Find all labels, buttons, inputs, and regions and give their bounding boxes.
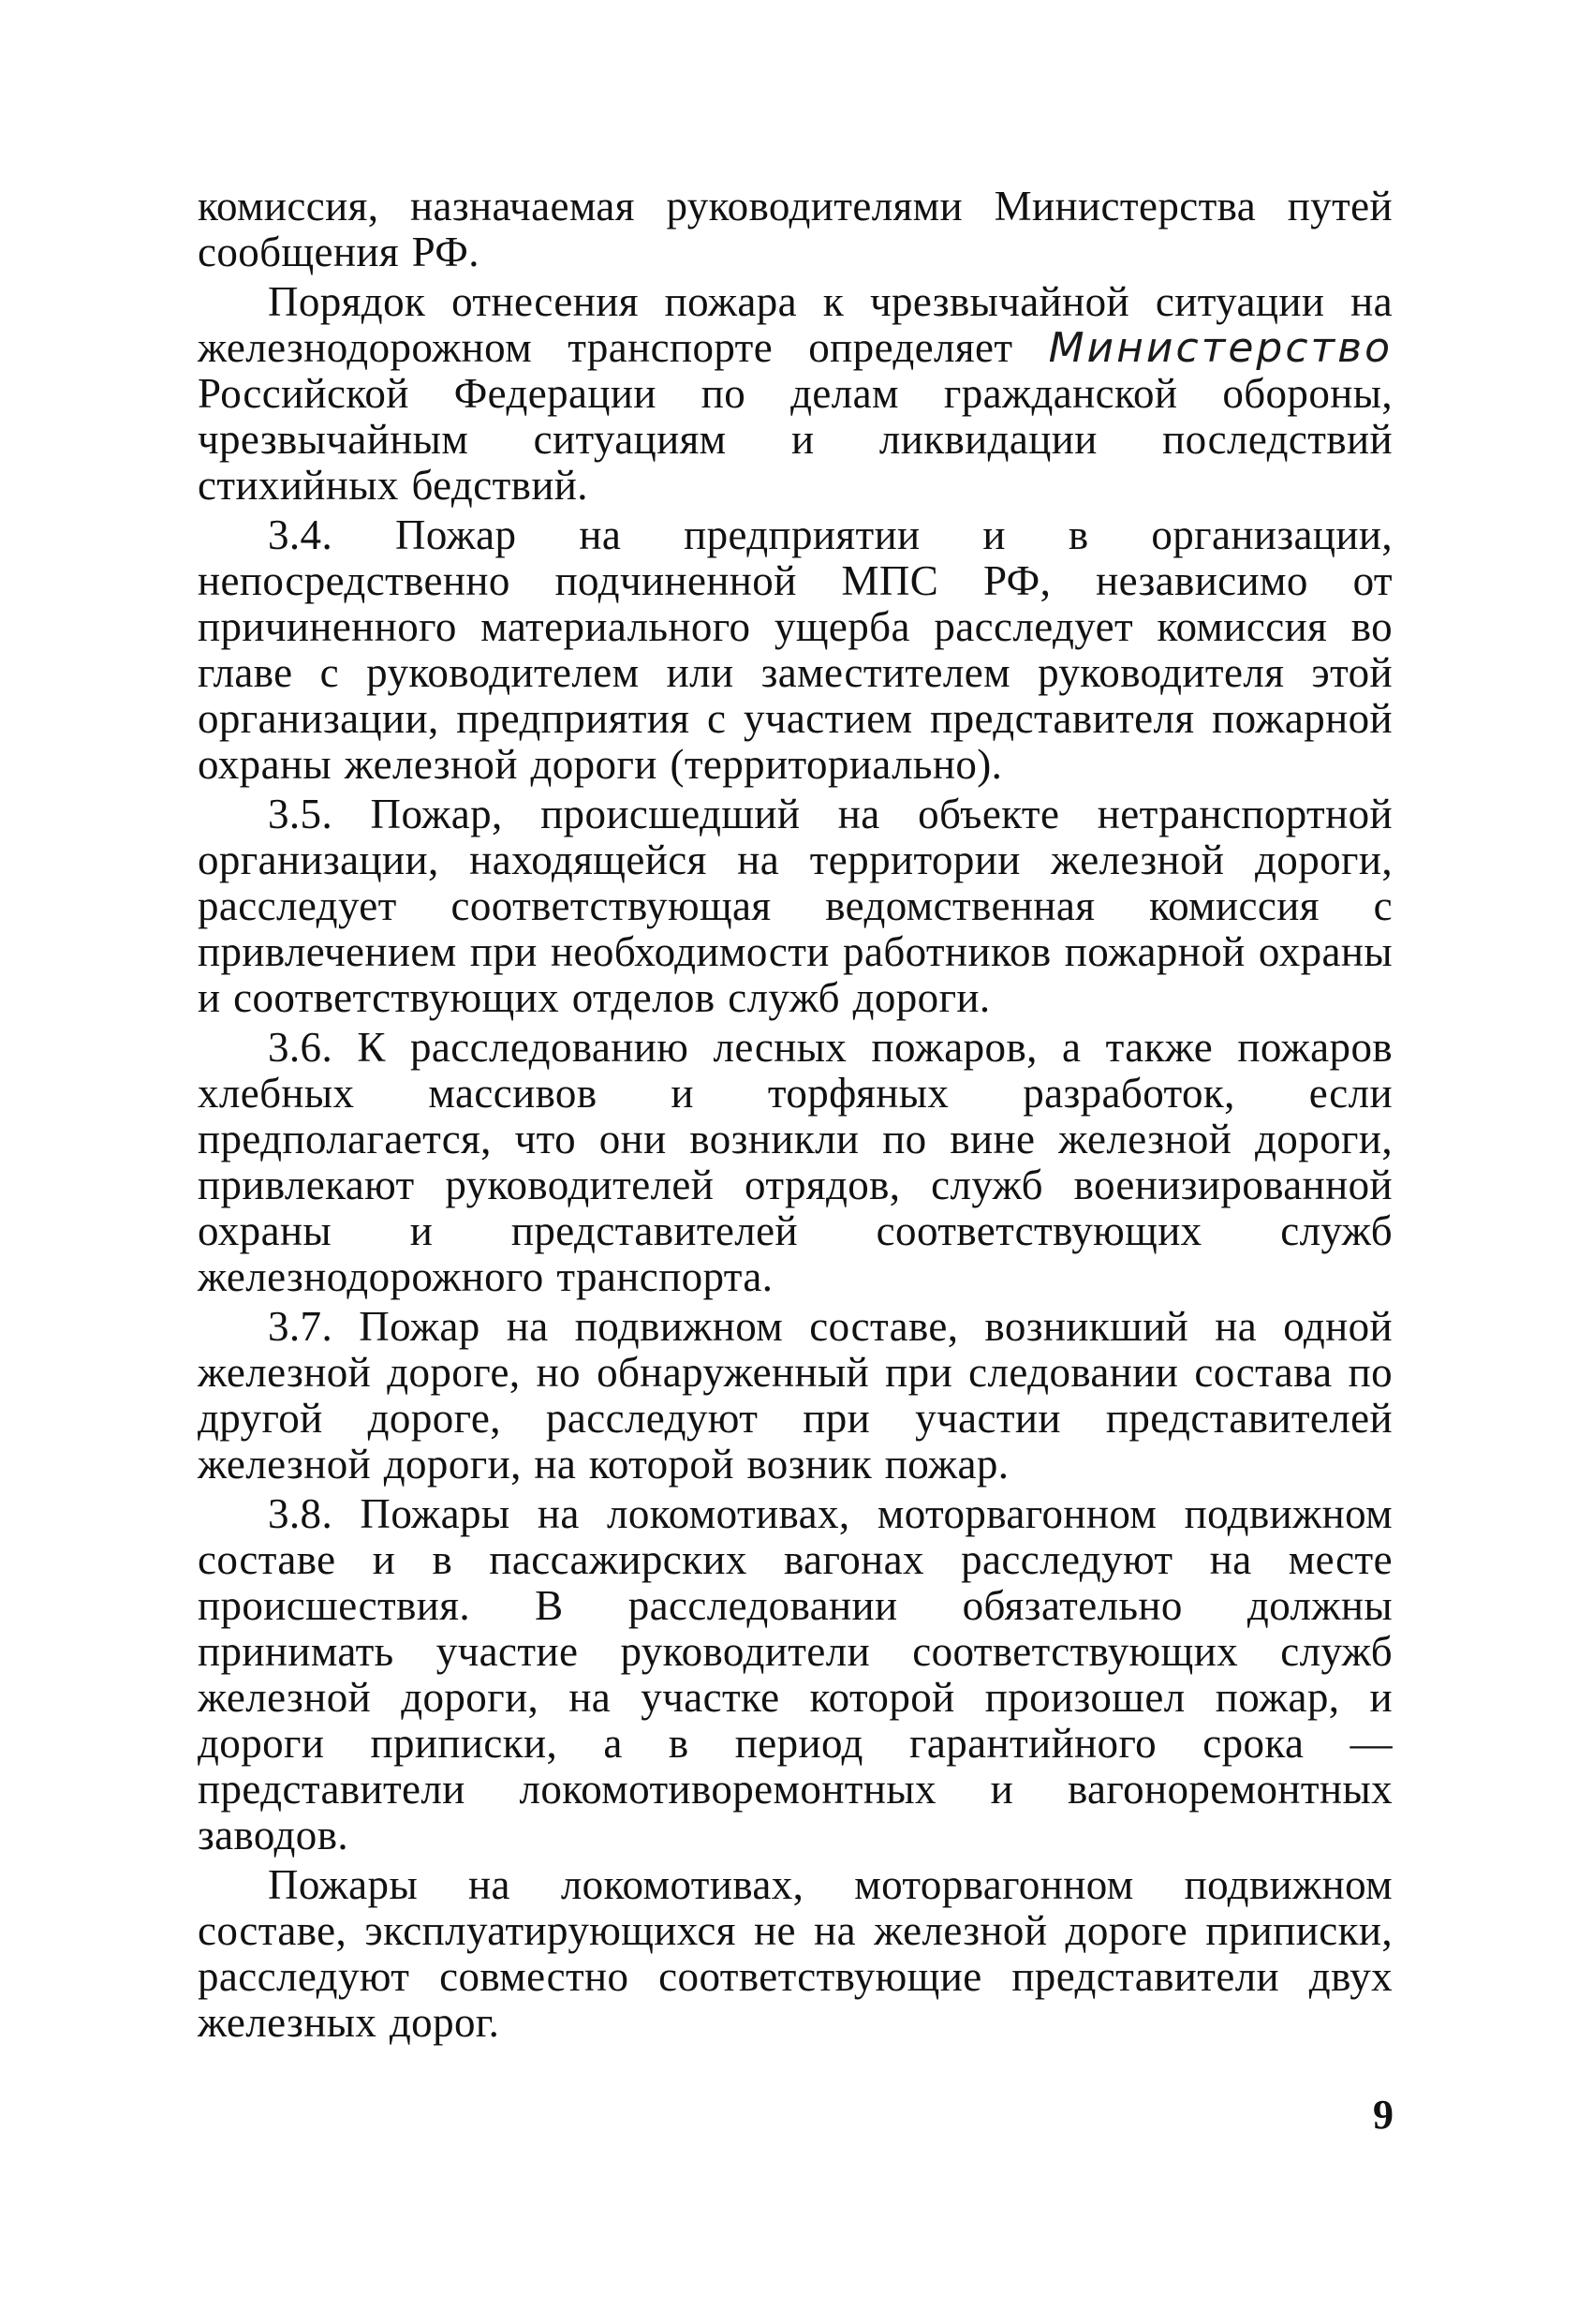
paragraph-3-8: 3.8. Пожары на локомотивах, моторвагонном подвижном составе и в пассажирских вагонах расследуют на месте происшествия. В расследовании обязательно должны принимать участие руководители соответствующих служб железной дороги, на участке которой произошел пожар, и дороги приписки, а в период гарантийного срока — представители локомотиворемонтных и вагоноремонтных заводов.	[198, 1490, 1393, 1858]
paragraph-3-5: 3.5. Пожар, происшедший на объекте нетранспортной организации, находящейся на территории железной дороги, расследует соответствующая ведомственная комиссия с привлечением при необходимости работников пожарной охраны и соответствующих отделов служб дороги.	[198, 791, 1393, 1021]
paragraph-continuation: комиссия, назначаемая руководителями Министерства путей сообщения РФ.	[198, 183, 1393, 275]
paragraph-procedure-lead: Порядок отнесения пожара к чрезвычайной ситуации на железнодорожном транспорте определяет	[198, 278, 1393, 371]
paragraph-procedure-tail: Российской Федерации по делам гражданской обороны, чрезвычайным ситуациям и ликвидации последствий стихийных бедствий.	[198, 370, 1393, 509]
page-number: 9	[1373, 2092, 1394, 2138]
handwritten-insertion: Министерство	[1048, 324, 1393, 372]
body-text	[198, 184, 1393, 2050]
paragraph-3-7: 3.7. Пожар на подвижном составе, возникший на одной железной дороге, но обнаруженный при следовании состава по другой дороге, расследуют при участии представителей железной дороги, на которой возник пожар.	[198, 1303, 1393, 1488]
paragraph-3-4: 3.4. Пожар на предприятии и в организации, непосредственно подчиненной МПС РФ, независимо от причиненного материального ущерба расследует комиссия во главе с руководителем или заместителем руководителя этой организации, предприятия с участием представителя пожарной охраны железной дороги (территориально).	[198, 511, 1393, 788]
paragraph-3-8-continued: Пожары на локомотивах, моторвагонном подвижном составе, эксплуатирующихся не на железной дороге приписки, расследуют совместно соответствующие представители двух железных дорог.	[198, 1861, 1393, 2046]
paragraph-procedure	[198, 279, 1393, 509]
paragraph-3-6: 3.6. К расследованию лесных пожаров, а также пожаров хлебных массивов и торфяных разработок, если предполагается, что они возникли по вине железной дороги, привлекают руководителей отрядов, служб военизированной охраны и представителей соответствующих служб железнодорожного транспорта.	[198, 1024, 1393, 1300]
